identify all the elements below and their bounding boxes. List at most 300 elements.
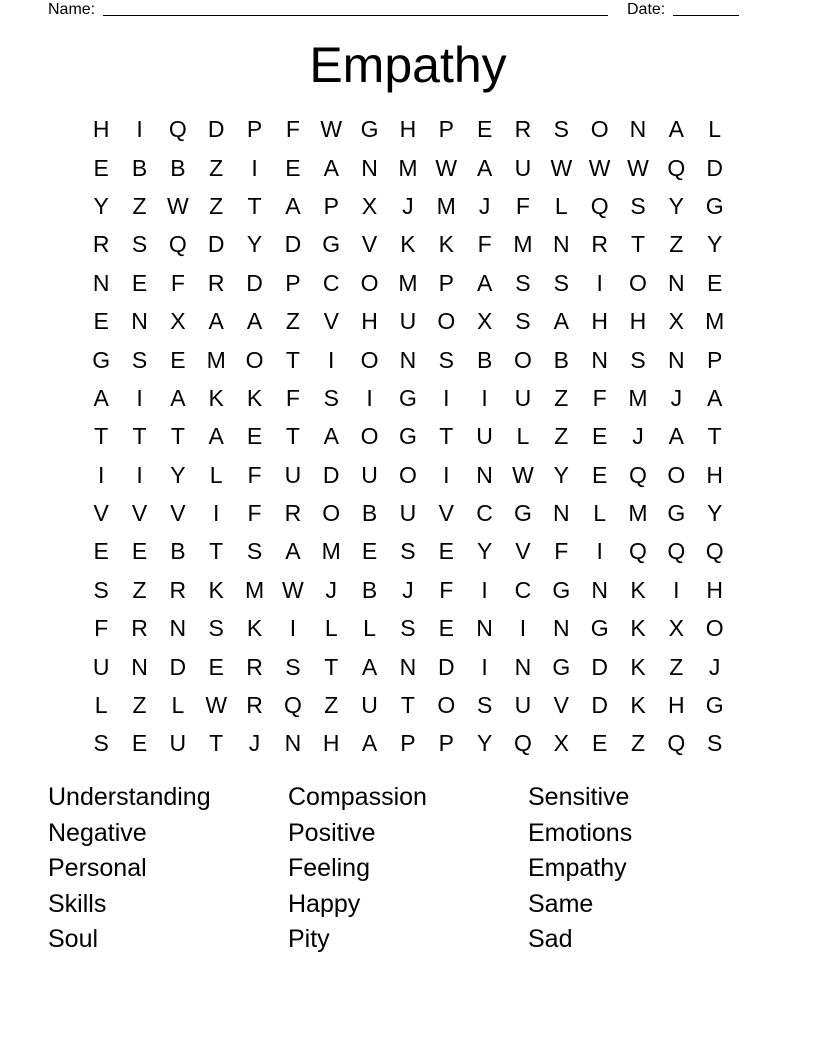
grid-letter: M (398, 154, 418, 181)
grid-letter: O (705, 615, 724, 642)
grid-letter: W (435, 154, 458, 181)
grid-letter: Y (93, 192, 109, 219)
grid-letter: E (93, 538, 109, 565)
grid-letter: J (478, 192, 491, 219)
grid-letter: S (515, 308, 531, 335)
grid-letter: T (209, 730, 224, 757)
grid-letter: H (629, 308, 647, 335)
grid-letter: F (247, 500, 262, 527)
grid-letter: L (363, 615, 376, 642)
grid-letter: L (516, 423, 530, 450)
grid-letter: Q (168, 116, 187, 143)
grid-letter: M (321, 538, 341, 565)
grid-letter: A (476, 154, 493, 181)
grid-letter: T (132, 423, 147, 450)
grid-letter: A (668, 423, 684, 450)
grid-letter: W (627, 154, 649, 181)
grid-letter: O (360, 269, 379, 296)
grid-letter: G (398, 384, 417, 411)
grid-letter: U (514, 692, 532, 719)
grid-letter: B (476, 346, 493, 373)
grid-letter: Y (476, 538, 493, 565)
grid-letter: K (630, 692, 646, 719)
grid-letter: M (206, 346, 226, 373)
grid-letter: P (400, 730, 416, 757)
grid-letter: G (514, 500, 532, 527)
grid-letter: Q (667, 538, 686, 565)
grid-letter: N (552, 500, 570, 527)
grid-letter: Q (168, 231, 187, 258)
grid-letter: E (591, 730, 608, 757)
grid-letter: W (282, 576, 304, 603)
grid-letter: E (361, 538, 378, 565)
grid-letter: A (707, 384, 723, 411)
grid-letter: A (323, 154, 339, 181)
grid-row (82, 264, 734, 302)
grid-letter: U (361, 461, 378, 488)
grid-letter: I (289, 615, 297, 642)
word-list-item: Soul (48, 925, 99, 954)
word-list-item: Same (528, 889, 594, 918)
grid-letter: H (591, 308, 608, 335)
grid-letter: G (398, 423, 417, 450)
grid-letter: E (246, 423, 263, 450)
grid-letter: Q (629, 538, 647, 565)
grid-letter: B (553, 346, 569, 373)
grid-letter: J (325, 576, 337, 603)
grid-letter: G (590, 615, 609, 642)
word-list (48, 780, 768, 958)
grid-letter: I (596, 269, 603, 296)
word-list-column (48, 780, 288, 958)
grid-letter: Z (324, 692, 339, 719)
grid-letter: A (361, 730, 378, 757)
grid-letter: J (402, 192, 414, 219)
grid-letter: X (361, 192, 378, 219)
grid-letter: I (596, 538, 603, 565)
grid-letter: F (247, 461, 262, 488)
word-list-column (288, 780, 528, 958)
grid-letter: O (360, 423, 379, 450)
grid-letter: T (439, 423, 454, 450)
grid-letter: F (439, 576, 454, 603)
word-list-item: Pity (288, 925, 330, 954)
grid-letter: Y (707, 231, 723, 258)
grid-letter: A (323, 423, 339, 450)
grid-letter: O (322, 500, 341, 527)
grid-letter: R (131, 615, 148, 642)
grid-letter: D (207, 231, 225, 258)
grid-letter: T (707, 423, 722, 450)
grid-letter: H (668, 692, 685, 719)
grid-letter: E (131, 538, 148, 565)
grid-letter: W (550, 154, 573, 181)
grid-letter: Y (246, 231, 263, 258)
grid-letter: D (284, 231, 302, 258)
grid-letter: G (322, 231, 341, 258)
letter-grid (82, 110, 734, 763)
grid-letter: K (438, 231, 454, 258)
word-list-column (528, 780, 768, 958)
grid-letter: V (438, 500, 454, 527)
grid-letter: R (246, 653, 263, 680)
grid-letter: S (131, 346, 148, 373)
grid-letter: A (476, 269, 493, 296)
grid-letter: E (591, 461, 608, 488)
grid-letter: M (513, 231, 533, 258)
grid-letter: D (706, 154, 723, 181)
grid-letter: C (514, 576, 532, 603)
grid-letter: O (514, 346, 532, 373)
grid-letter: V (323, 308, 339, 335)
grid-letter: O (398, 461, 417, 488)
grid-letter: R (246, 692, 263, 719)
grid-letter: S (400, 615, 416, 642)
grid-letter: V (131, 500, 148, 527)
grid-letter: N (131, 308, 148, 335)
grid-letter: D (591, 692, 608, 719)
grid-letter: P (323, 192, 339, 219)
grid-row (82, 302, 734, 340)
grid-letter: Y (476, 730, 493, 757)
grid-letter: A (246, 308, 263, 335)
grid-letter: N (131, 653, 148, 680)
grid-letter: T (170, 423, 185, 450)
grid-letter: L (593, 500, 607, 527)
grid-row (82, 110, 734, 148)
grid-row (82, 187, 734, 225)
grid-letter: P (246, 116, 263, 143)
word-list-item: Sad (528, 925, 573, 954)
grid-letter: Q (705, 538, 724, 565)
name-blank-line (103, 15, 608, 16)
grid-letter: I (443, 384, 450, 411)
grid-letter: S (438, 346, 454, 373)
grid-letter: V (93, 500, 109, 527)
word-list-item: Happy (288, 889, 361, 918)
name-label: Name: (48, 1, 96, 18)
grid-letter: M (398, 269, 418, 296)
grid-letter: H (361, 308, 378, 335)
grid-letter: X (668, 308, 684, 335)
grid-row (82, 340, 734, 378)
grid-letter: V (515, 538, 531, 565)
grid-row (82, 686, 734, 724)
grid-letter: E (131, 269, 148, 296)
grid-letter: B (170, 538, 186, 565)
grid-letter: S (707, 730, 723, 757)
grid-letter: T (94, 423, 109, 450)
word-list-item: Personal (48, 854, 147, 883)
grid-letter: M (244, 576, 265, 603)
grid-letter: I (213, 500, 220, 527)
word-list-item: Skills (48, 889, 107, 918)
grid-letter: S (93, 576, 109, 603)
grid-letter: N (668, 269, 685, 296)
grid-letter: A (553, 308, 569, 335)
grid-letter: R (284, 500, 302, 527)
grid-letter: I (136, 116, 143, 143)
grid-letter: F (285, 116, 300, 143)
grid-letter: O (590, 116, 609, 143)
grid-letter: S (553, 116, 569, 143)
grid-letter: O (667, 461, 686, 488)
grid-letter: W (588, 154, 611, 181)
grid-letter: X (476, 308, 493, 335)
grid-letter: J (708, 653, 721, 680)
grid-letter: W (205, 692, 228, 719)
grid-letter: N (169, 615, 187, 642)
grid-letter: Z (669, 231, 684, 258)
grid-letter: S (93, 730, 109, 757)
grid-letter: N (552, 615, 570, 642)
grid-letter: L (94, 692, 108, 719)
grid-letter: L (324, 615, 338, 642)
grid-letter: F (285, 384, 300, 411)
grid-letter: A (208, 423, 224, 450)
grid-letter: H (322, 730, 340, 757)
grid-letter: A (208, 308, 224, 335)
grid-letter: H (399, 116, 417, 143)
grid-letter: N (629, 116, 647, 143)
grid-letter: L (209, 461, 223, 488)
grid-letter: J (632, 423, 644, 450)
grid-letter: N (399, 346, 417, 373)
grid-letter: A (93, 384, 109, 411)
grid-letter: D (207, 116, 225, 143)
grid-letter: T (630, 231, 646, 258)
grid-letter: S (630, 346, 646, 373)
grid-letter: Y (553, 461, 569, 488)
grid-letter: I (328, 346, 335, 373)
grid-row (82, 724, 734, 762)
word-list-item: Positive (288, 818, 376, 847)
grid-letter: E (707, 269, 723, 296)
grid-letter: N (399, 653, 417, 680)
grid-letter: S (323, 384, 339, 411)
grid-letter: I (481, 576, 488, 603)
grid-letter: M (628, 384, 648, 411)
grid-letter: P (285, 269, 301, 296)
grid-letter: V (361, 231, 378, 258)
grid-letter: B (131, 154, 148, 181)
grid-letter: K (208, 384, 224, 411)
grid-letter: K (246, 615, 263, 642)
grid-letter: E (93, 154, 109, 181)
grid-row (82, 609, 734, 647)
grid-letter: F (592, 384, 607, 411)
grid-letter: B (361, 500, 378, 527)
grid-row (82, 417, 734, 455)
grid-letter: N (591, 576, 608, 603)
grid-letter: Q (667, 154, 686, 181)
grid-letter: E (93, 308, 109, 335)
grid-letter: C (322, 269, 340, 296)
grid-letter: S (131, 231, 148, 258)
grid-letter: S (630, 192, 646, 219)
grid-letter: Q (590, 192, 609, 219)
grid-row (82, 379, 734, 417)
grid-letter: S (553, 269, 569, 296)
grid-row (82, 456, 734, 494)
grid-letter: G (360, 116, 379, 143)
date-label: Date: (627, 1, 666, 18)
grid-letter: I (97, 461, 105, 488)
grid-letter: U (514, 384, 532, 411)
grid-letter: M (628, 500, 648, 527)
grid-letter: D (591, 653, 608, 680)
word-list-item: Understanding (48, 783, 211, 811)
grid-letter: N (514, 653, 532, 680)
grid-letter: O (437, 308, 456, 335)
grid-letter: Z (285, 308, 300, 335)
grid-letter: J (402, 576, 414, 603)
grid-letter: X (668, 615, 684, 642)
grid-letter: Z (132, 192, 147, 219)
grid-letter: I (443, 461, 450, 488)
grid-letter: N (92, 269, 110, 296)
grid-letter: Y (170, 461, 186, 488)
grid-letter: D (169, 653, 187, 680)
grid-letter: P (707, 346, 723, 373)
grid-letter: T (400, 692, 415, 719)
grid-letter: S (208, 615, 224, 642)
grid-letter: N (361, 154, 378, 181)
grid-letter: M (705, 308, 725, 335)
grid-letter: Q (283, 692, 302, 719)
grid-letter: Q (514, 730, 532, 757)
grid-letter: Z (209, 154, 224, 181)
grid-letter: R (207, 269, 225, 296)
word-list-item: Feeling (288, 854, 370, 883)
grid-letter: N (552, 231, 570, 258)
grid-letter: I (481, 653, 488, 680)
grid-letter: V (553, 692, 569, 719)
grid-letter: G (705, 192, 724, 219)
grid-letter: V (170, 500, 186, 527)
grid-letter: U (92, 653, 110, 680)
grid-letter: E (591, 423, 608, 450)
grid-letter: T (247, 192, 262, 219)
grid-letter: K (208, 576, 224, 603)
grid-letter: A (361, 653, 378, 680)
grid-letter: T (209, 538, 224, 565)
grid-letter: Z (132, 692, 147, 719)
grid-letter: W (512, 461, 534, 488)
grid-letter: G (92, 346, 111, 373)
grid-letter: H (706, 576, 723, 603)
grid-letter: O (437, 692, 456, 719)
grid-letter: K (400, 231, 416, 258)
grid-letter: P (438, 116, 454, 143)
grid-letter: Z (209, 192, 224, 219)
grid-letter: K (630, 653, 646, 680)
grid-letter: E (131, 730, 148, 757)
grid-letter: U (399, 500, 417, 527)
grid-letter: E (170, 346, 186, 373)
grid-letter: K (630, 615, 646, 642)
grid-letter: Y (707, 500, 723, 527)
grid-letter: N (668, 346, 685, 373)
grid-letter: K (630, 576, 646, 603)
grid-letter: I (519, 615, 527, 642)
grid-letter: S (400, 538, 416, 565)
grid-letter: N (476, 615, 493, 642)
grid-letter: P (438, 730, 454, 757)
grid-letter: L (554, 192, 568, 219)
grid-letter: E (208, 653, 224, 680)
word-list-item: Negative (48, 818, 147, 847)
grid-letter: Z (554, 384, 569, 411)
grid-letter: I (251, 154, 258, 181)
grid-letter: F (515, 192, 530, 219)
grid-letter: X (553, 730, 569, 757)
grid-letter: Z (132, 576, 147, 603)
grid-letter: J (670, 384, 683, 411)
grid-letter: W (167, 192, 189, 219)
word-list-item: Empathy (528, 854, 627, 883)
grid-letter: F (94, 615, 109, 642)
header-line (48, 0, 748, 20)
grid-letter: B (170, 154, 186, 181)
grid-row (82, 571, 734, 609)
grid-letter: O (360, 346, 379, 373)
grid-letter: A (285, 538, 301, 565)
grid-letter: T (285, 423, 300, 450)
grid-letter: Z (630, 730, 646, 757)
grid-letter: U (476, 423, 493, 450)
grid-letter: E (285, 154, 301, 181)
grid-letter: S (246, 538, 263, 565)
grid-letter: U (169, 730, 187, 757)
grid-row (82, 647, 734, 685)
grid-letter: N (476, 461, 493, 488)
grid-letter: U (399, 308, 417, 335)
grid-letter: D (437, 653, 455, 680)
grid-letter: U (514, 154, 532, 181)
grid-letter: Z (554, 423, 569, 450)
grid-letter: L (171, 692, 185, 719)
grid-letter: P (438, 269, 454, 296)
grid-letter: G (705, 692, 724, 719)
grid-letter: S (476, 692, 493, 719)
grid-letter: Z (669, 653, 684, 680)
grid-letter: D (322, 461, 340, 488)
grid-letter: O (245, 346, 264, 373)
grid-letter: B (361, 576, 378, 603)
grid-letter: H (706, 461, 723, 488)
grid-letter: T (324, 653, 339, 680)
grid-letter: G (667, 500, 686, 527)
grid-letter: D (246, 269, 263, 296)
grid-letter: R (92, 231, 110, 258)
word-list-item: Compassion (288, 783, 427, 811)
grid-letter: N (284, 730, 302, 757)
grid-letter: C (476, 500, 493, 527)
grid-letter: K (246, 384, 263, 411)
date-blank-line (673, 15, 739, 16)
grid-letter: R (591, 231, 608, 258)
grid-letter: H (92, 116, 110, 143)
grid-row (82, 148, 734, 186)
grid-letter: A (170, 384, 186, 411)
grid-letter: F (554, 538, 569, 565)
grid-letter: A (668, 116, 684, 143)
grid-letter: U (284, 461, 302, 488)
grid-letter: A (285, 192, 301, 219)
grid-letter: G (552, 576, 571, 603)
grid-letter: N (591, 346, 608, 373)
